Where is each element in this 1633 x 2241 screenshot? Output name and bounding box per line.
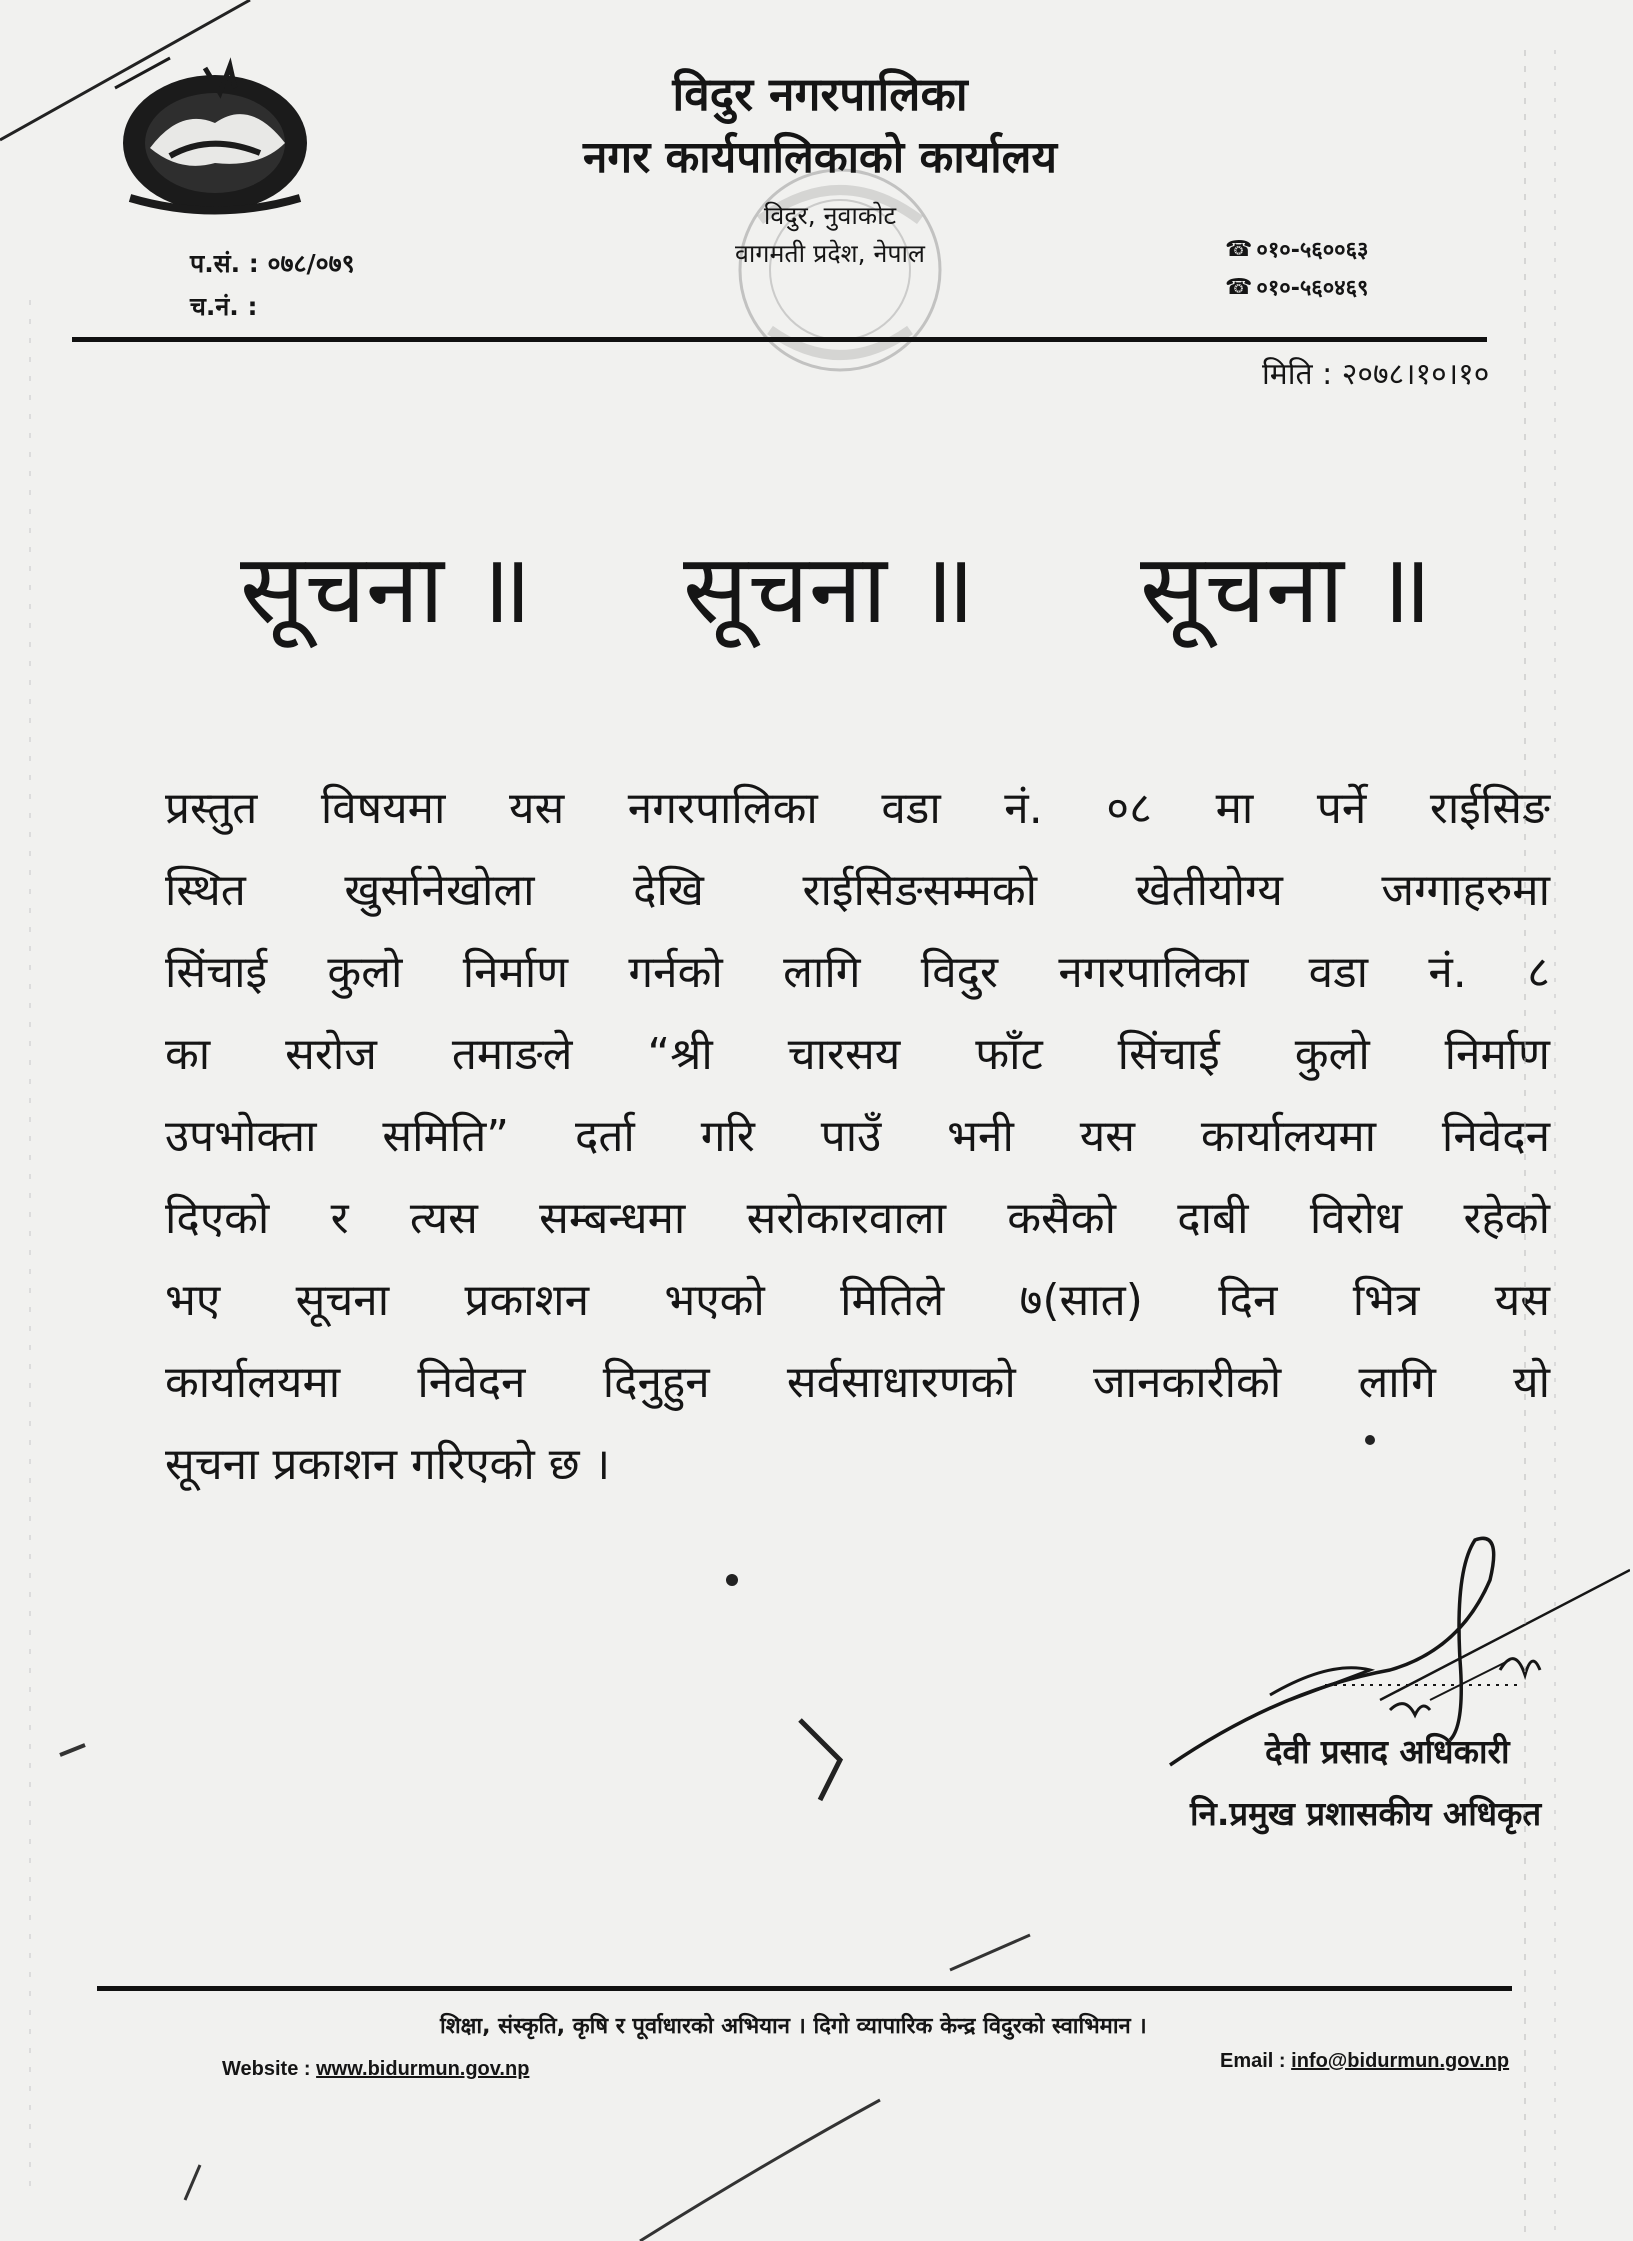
address-line: विदुर, नुवाकोट bbox=[763, 201, 897, 230]
website-label: Website : bbox=[222, 2058, 317, 2080]
body-line: सिंचाई कुलो निर्माण गर्नको लागि विदुर नगरपालिका वडा नं. ८ bbox=[165, 947, 1550, 998]
body-line: प्रस्तुत विषयमा यस नगरपालिका वडा नं. ०८ मा पर्ने राईसिङ bbox=[165, 783, 1550, 834]
signatory-name: देवी प्रसाद अधिकारी bbox=[1265, 1732, 1510, 1771]
phone-text: ०१०-५६०४६९ bbox=[1256, 276, 1369, 301]
footer-divider bbox=[97, 1986, 1512, 1991]
body-line: स्थित खुर्सानेखोला देखि राईसिङसम्मको खेतीयोग्य जग्गाहरुमा bbox=[165, 865, 1550, 916]
organization-name: विदुर नगरपालिका bbox=[672, 67, 968, 121]
office-name: नगर कार्यपालिकाको कार्यालय bbox=[583, 132, 1057, 183]
footer-email bbox=[1220, 2050, 1509, 2073]
telephone-icon: ☎ bbox=[1225, 236, 1253, 262]
phone-number-2 bbox=[1225, 272, 1369, 302]
phone-number-1 bbox=[1225, 234, 1369, 264]
email-link[interactable]: info@bidurmun.gov.np bbox=[1291, 2050, 1510, 2072]
body-line: दिएको र त्यस सम्बन्धमा सरोकारवाला कसैको दाबी विरोध रहेको bbox=[165, 1193, 1550, 1244]
body-line: सूचना प्रकाशन गरिएको छ । bbox=[165, 1439, 611, 1490]
document-date: मिति : २०७८।१०।१० bbox=[1262, 357, 1490, 392]
email-label: Email : bbox=[1220, 2050, 1292, 2072]
province-line: वागमती प्रदेश, नेपाल bbox=[735, 239, 925, 268]
notice-body bbox=[165, 768, 1550, 1506]
office-stamp-icon bbox=[700, 160, 980, 400]
header-divider bbox=[72, 337, 1487, 342]
footer-website bbox=[222, 2058, 529, 2081]
notice-heading-2: सूचना ॥ bbox=[683, 533, 976, 645]
telephone-icon: ☎ bbox=[1225, 274, 1253, 300]
website-link[interactable]: www.bidurmun.gov.np bbox=[316, 2058, 530, 2080]
signatory-title: नि.प्रमुख प्रशासकीय अधिकृत bbox=[1190, 1794, 1542, 1833]
body-line: कार्यालयमा निवेदन दिनुहुन सर्वसाधारणको जानकारीको लागि यो bbox=[165, 1357, 1550, 1408]
notice-heading-3: सूचना ॥ bbox=[1140, 533, 1433, 645]
footer-slogan: शिक्षा, संस्कृति, कृषि र पूर्वाधारको अभियान । दिगो व्यापारिक केन्द्र विदुरको स्वाभिमान । bbox=[440, 2014, 1147, 2039]
reference-number: प.सं. : ०७८/०७९ bbox=[190, 249, 355, 278]
phone-text: ०१०-५६००६३ bbox=[1256, 238, 1369, 263]
body-line: भए सूचना प्रकाशन भएको मितिले ७(सात) दिन भित्र यस bbox=[165, 1275, 1550, 1326]
dispatch-number: च.नं. : bbox=[190, 292, 258, 321]
government-emblem-icon bbox=[110, 48, 325, 218]
body-line: उपभोक्ता समिति” दर्ता गरि पाउँ भनी यस कार्यालयमा निवेदन bbox=[165, 1111, 1550, 1162]
notice-heading-1: सूचना ॥ bbox=[240, 533, 533, 645]
body-line: का सरोज तमाङले “श्री चारसय फाँट सिंचाई कुलो निर्माण bbox=[165, 1029, 1550, 1080]
